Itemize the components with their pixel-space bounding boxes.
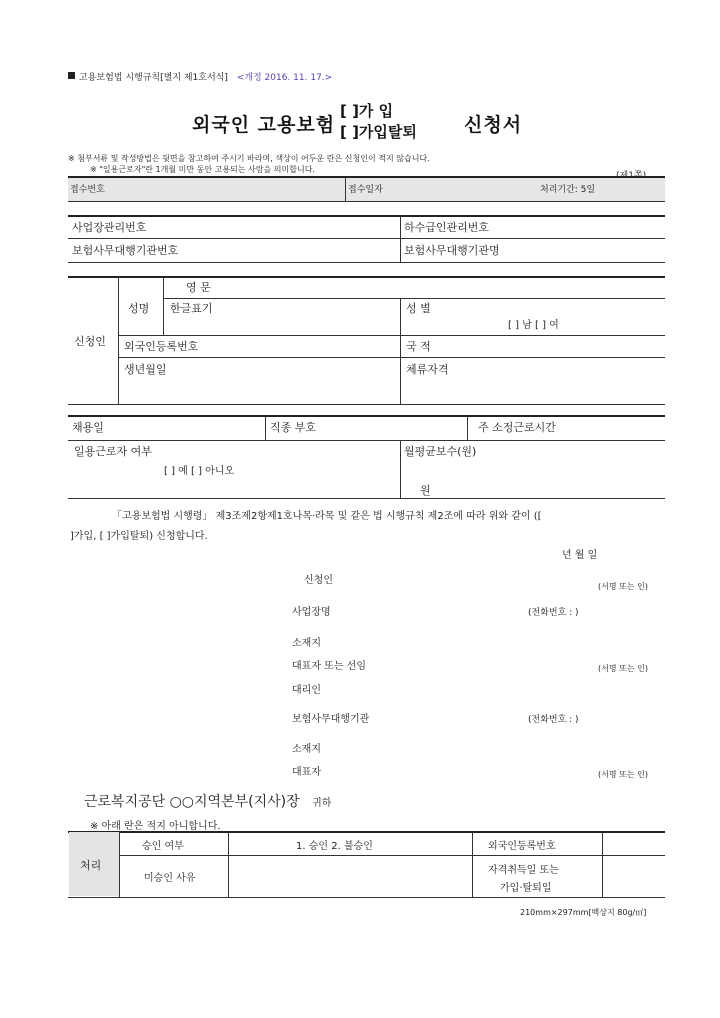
title-option-join: [ ]가 입	[340, 102, 394, 120]
declaration-line1: 「고용보험법 시행령」 제3조제2항제1호나목·라목 및 같은 법 시행규칙 제2조에 따라 위와 같이 ([	[112, 511, 542, 522]
approval-options: 1. 승인 2. 불승인	[296, 841, 373, 852]
reject-reason-label: 미승인 사유	[144, 873, 196, 884]
workplace-number-label: 사업장관리번호	[72, 221, 147, 234]
processing-period: 처리기간: 5일	[540, 185, 596, 195]
birth-date-label: 생년월일	[124, 363, 167, 376]
office-use-note: ※ 아래 란은 적지 아니합니다.	[90, 821, 221, 832]
legal-reference: 고용보험법 시행규칙[별지 제1호서식] <개정 2016. 11. 17.>	[68, 70, 332, 83]
location-label: 소재지	[292, 638, 321, 649]
process-label: 처리	[80, 859, 102, 872]
sex-options[interactable]: [ ] 남 [ ] 여	[508, 320, 559, 331]
location2-label: 소재지	[292, 744, 321, 755]
wage-unit: 원	[420, 484, 431, 497]
revision-date: <개정 2016. 11. 17.>	[236, 73, 333, 83]
business-name-label: 사업장명	[292, 607, 331, 618]
business-phone: (전화번호 : )	[528, 608, 579, 618]
name-label: 성명	[128, 302, 150, 315]
insurance-agent-label: 보험사무대행기관	[292, 714, 370, 725]
hire-date-label: 채용일	[72, 421, 104, 434]
declaration-date: 년 월 일	[562, 550, 598, 561]
representative-label: 대표자	[292, 767, 321, 778]
title-option-withdraw: [ ]가입탈퇴	[340, 123, 417, 141]
insurance-agent-phone: (전화번호 : )	[528, 715, 579, 725]
title-suffix: 신청서	[464, 114, 523, 136]
addressee: 근로복지공단 ○○지역본부(지사)장 귀하	[84, 794, 332, 810]
sex-label: 성 별	[406, 302, 431, 315]
receipt-number-label: 접수번호	[70, 185, 105, 195]
note-daily-worker: ※ "일용근로자"란 1개월 미만 동안 고용되는 사람을 의미합니다.	[90, 165, 315, 174]
korean-name-label: 한글표기	[170, 302, 213, 315]
average-wage-label: 월평균보수(원)	[404, 445, 477, 458]
subcontractor-number-label: 하수급인관리번호	[404, 221, 490, 234]
acquire-date-label-1: 자격취득일 또는	[488, 865, 559, 876]
stay-status-label: 체류자격	[406, 363, 449, 376]
agent-number-label: 보험사무대행기관번호	[72, 244, 179, 257]
office-registration-label: 외국인등록번호	[488, 841, 556, 852]
job-code-label: 직종 부호	[270, 421, 317, 434]
title-prefix: 외국인 고용보험	[192, 114, 336, 136]
daily-worker-label: 일용근로자 여부	[74, 445, 152, 458]
note-attachments: ※ 첨부서류 및 작성방법은 뒷면을 참고하여 주시기 바라며, 색상이 어두운 란은 신청인이 적지 않습니다.	[68, 154, 430, 163]
paper-spec: 210mm×297mm[백상지 80g/㎡]	[520, 908, 647, 917]
english-name-label: 영 문	[186, 281, 211, 294]
agent-label: 대리인	[292, 685, 321, 696]
daily-worker-options[interactable]: [ ] 예 [ ] 아니오	[164, 466, 235, 477]
approval-label: 승인 여부	[142, 841, 184, 852]
acquire-date-label-2: 가입·탈퇴일	[500, 883, 552, 894]
registration-number-label: 외국인등록번호	[124, 340, 199, 353]
agent-name-label: 보험사무대행기관명	[404, 244, 500, 257]
weekly-hours-label: 주 소정근로시간	[478, 421, 556, 434]
square-bullet-icon	[68, 72, 75, 79]
receipt-date-label: 접수일자	[348, 185, 383, 195]
agent-sign-seal: (서명 또는 인)	[598, 770, 648, 779]
representative-elected-label: 대표자 또는 선임	[292, 661, 366, 672]
nationality-label: 국 적	[406, 340, 431, 353]
applicant-signature-label: 신청인	[304, 575, 333, 586]
applicant-section-label: 신청인	[74, 335, 106, 348]
applicant-sign-seal: (서명 또는 인)	[598, 582, 648, 591]
declaration-line2: ]가입, [ ]가입탈퇴) 신청합니다.	[70, 531, 208, 542]
business-sign-seal: (서명 또는 인)	[598, 664, 648, 673]
